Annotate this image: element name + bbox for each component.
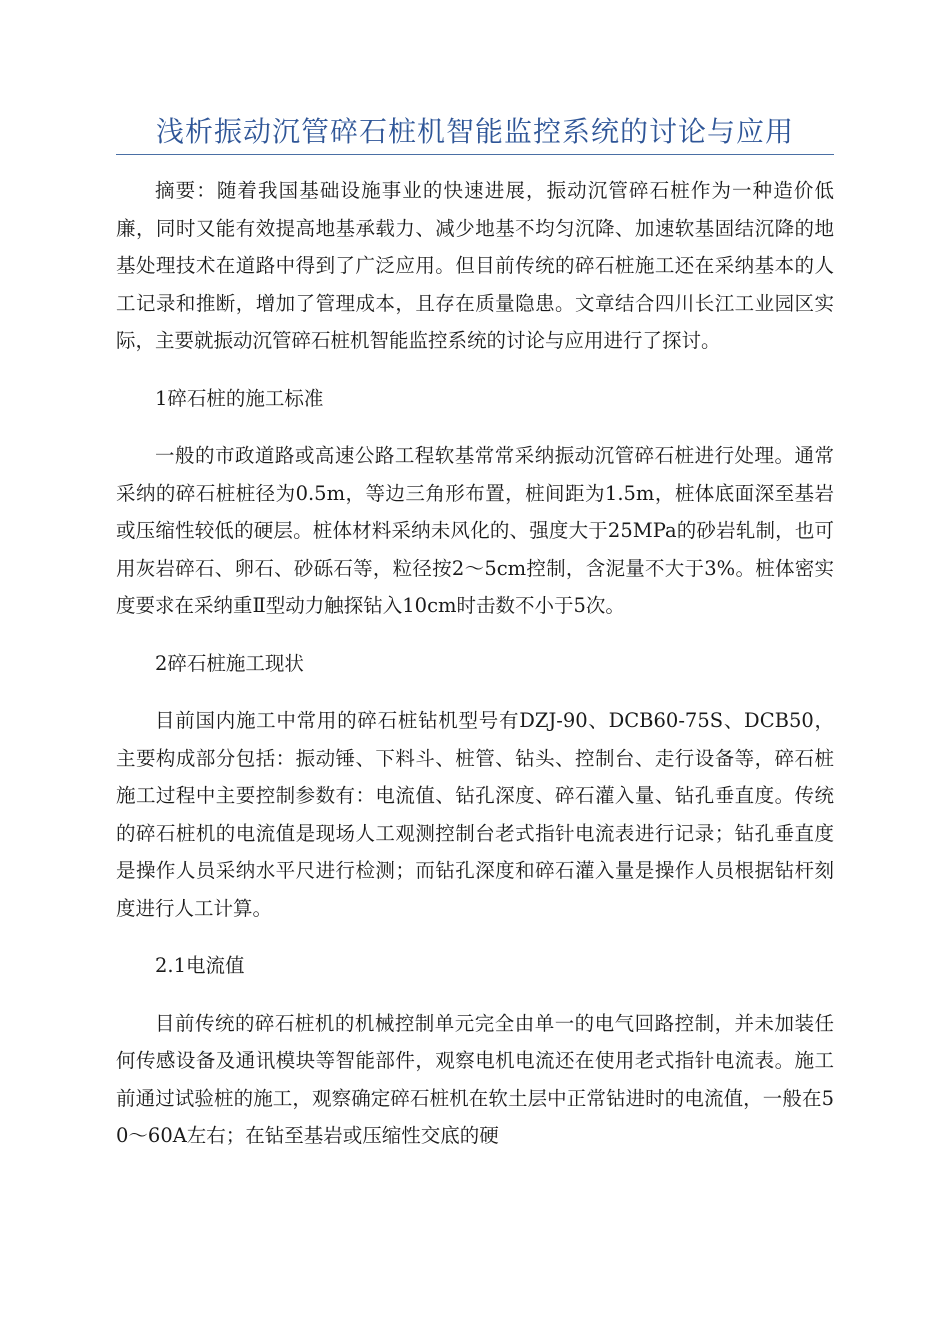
section-2-1-paragraph: 目前传统的碎石桩机的机械控制单元完全由单一的电气回路控制，并未加装任何传感设备及通讯模块等智能部件，观察电机电流还在使用老式指针电流表。施工前通过试验桩的施工，观察确定碎石桩机在软土层中正常钻进时的电流值，一般在50～60A左右；在钻至基岩或压缩性交底的硬 [116,1011,834,1147]
title-underline [116,154,834,155]
section-2-paragraph: 目前国内施工中常用的碎石桩钻机型号有DZJ-90、DCB60-75S、DCB50，主要构成部分包括：振动锤、下料斗、桩管、钻头、控制台、走行设备等，碎石桩施工过程中主要控制参数有：电流值、钻孔深度、碎石灌入量、钻孔垂直度。传统的碎石桩机的电流值是现场人工观测控制台老式指针电流表进行记录；钻孔垂直度是操作人员采纳水平尺进行检测；而钻孔深度和碎石灌入量是操作人员根据钻杆刻度进行人工计算。 [116,709,834,920]
section-2-heading: 2碎石桩施工现状 [155,651,304,675]
abstract-paragraph: 摘要：随着我国基础设施事业的快速进展，振动沉管碎石桩作为一种造价低廉，同时又能有效提高地基承载力、减少地基不均匀沉降、加速软基固结沉降的地基处理技术在道路中得到了广泛应用。但目前传统的碎石桩施工还在采纳基本的人工记录和推断，增加了管理成本，且存在质量隐患。文章结合四川长江工业园区实际，主要就振动沉管碎石桩机智能监控系统的讨论与应用进行了探讨。 [116,179,834,352]
section-2-1-heading: 2.1电流值 [155,954,245,977]
document-title: 浅析振动沉管碎石桩机智能监控系统的讨论与应用 [155,115,794,148]
section-1-paragraph: 一般的市政道路或高速公路工程软基常常采纳振动沉管碎石桩进行处理。通常采纳的碎石桩桩径为0.5m，等边三角形布置，桩间距为1.5m，桩体底面深至基岩或压缩性较低的硬层。桩体材料采纳未风化的、强度大于25MPa的砂岩轧制，也可用灰岩碎石、卵石、砂砾石等，粒径按2～5cm控制，含泥量不大于3%。桩体密实度要求在采纳重Ⅱ型动力触探钻入10cm时击数不小于5次。 [116,444,834,617]
section-1-heading: 1碎石桩的施工标准 [155,386,324,410]
document-body [116,172,834,1175]
